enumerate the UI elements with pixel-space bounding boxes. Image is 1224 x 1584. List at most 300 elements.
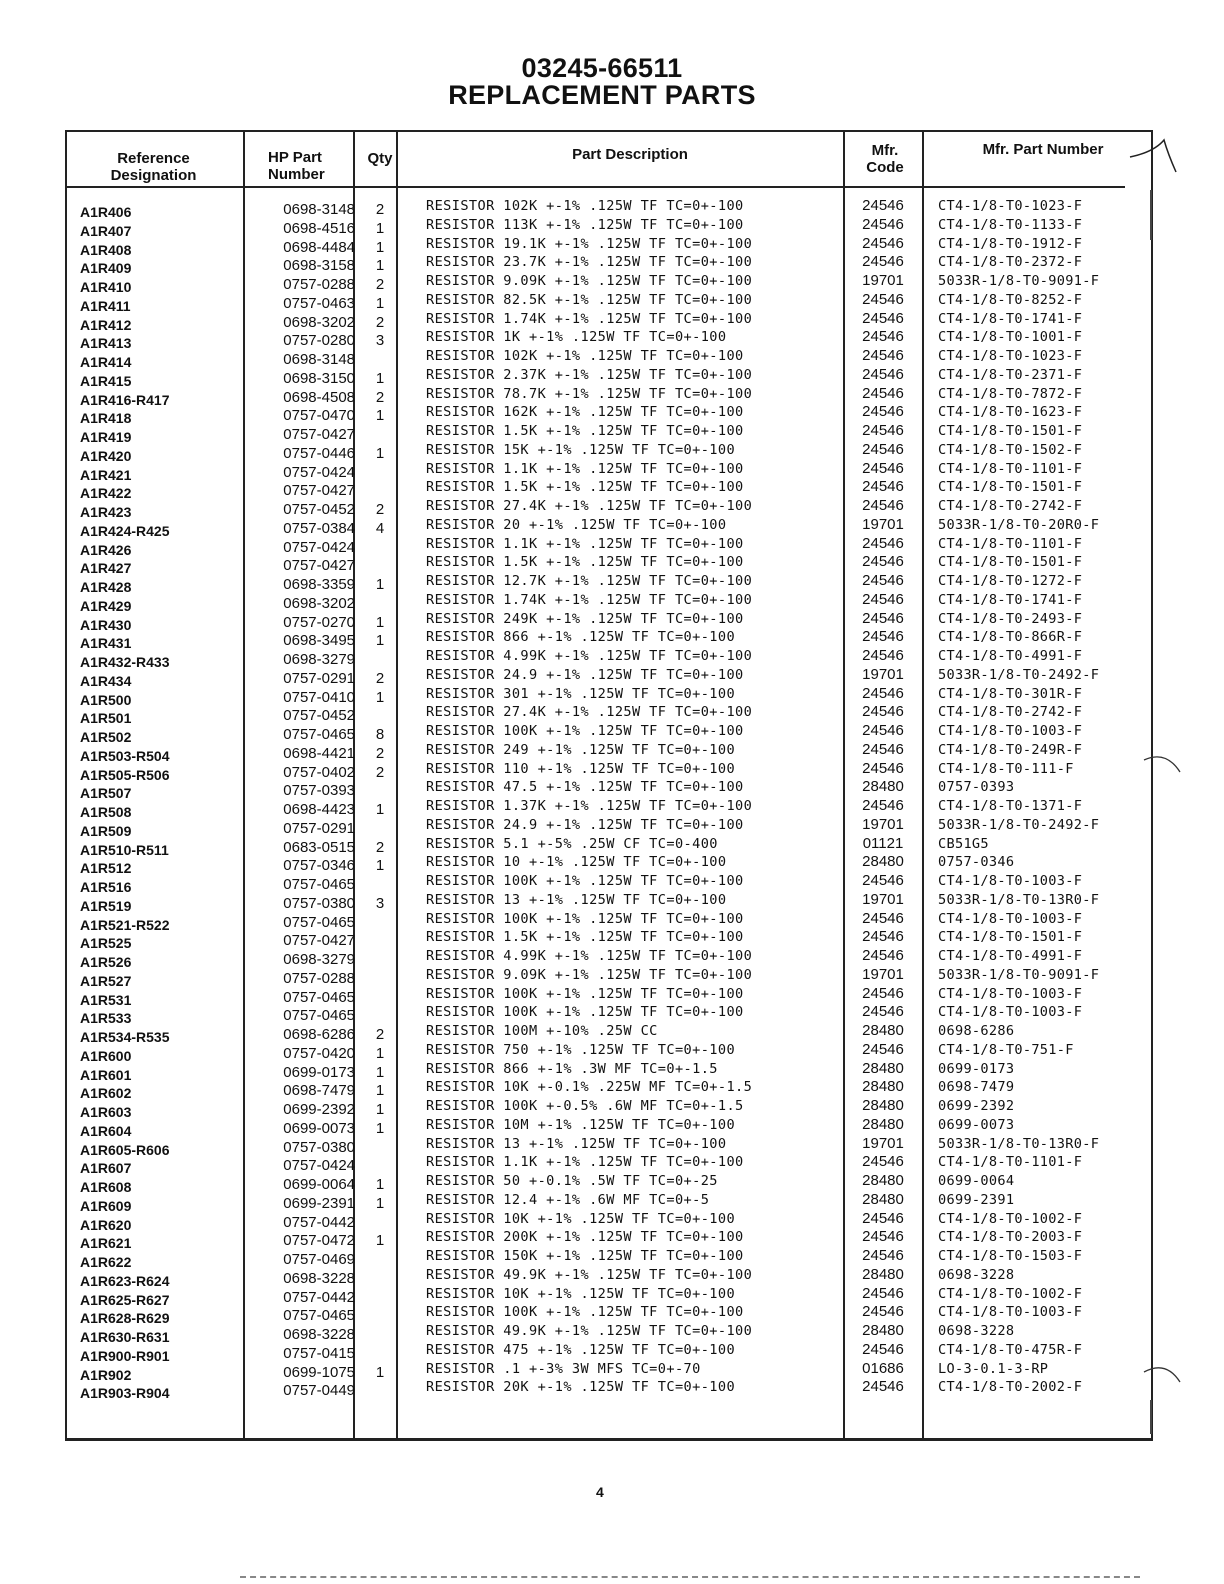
document-number: 03245-66511 [521, 53, 683, 83]
cell-desc: RESISTOR .1 +-3% 3W MFS TC=0+-70 [426, 1360, 701, 1377]
cell-desc: RESISTOR 78.7K +-1% .125W TF TC=0+-100 [426, 385, 753, 402]
table-row [0, 722, 1224, 745]
cell-mpn: 0698-6286 [938, 1023, 1015, 1039]
cell-mpn: CT4-1/8-T0-1003-F [938, 1304, 1083, 1321]
cell-desc: RESISTOR 1.74K +-1% .125W TF TC=0+-100 [426, 591, 753, 608]
cell-desc: RESISTOR 100K +-0.5% .6W MF TC=0+-1.5 [426, 1098, 744, 1114]
cell-ref: A1R408 [80, 241, 132, 258]
cell-desc: RESISTOR 50 +-0.1% .5W TF TC=0+-25 [426, 1173, 718, 1189]
table-row [0, 403, 1224, 427]
cell-code: 28480 [862, 1097, 904, 1114]
cell-hp: 0698-3279 [283, 951, 355, 968]
cell-code: 24546 [862, 478, 904, 496]
cell-ref: A1R509 [80, 822, 132, 839]
cell-desc: RESISTOR 1.1K +-1% .125W TF TC=0+-100 [426, 535, 744, 552]
cell-desc: RESISTOR 100K +-1% .125W TF TC=0+-100 [426, 1004, 744, 1021]
cell-desc: RESISTOR 24.9 +-1% .125W TF TC=0+-100 [426, 666, 744, 683]
binder-mark-icon [1140, 740, 1184, 780]
cell-code: 24546 [862, 1228, 904, 1246]
cell-hp: 0757-0452 [283, 707, 355, 725]
cell-desc: RESISTOR 12.4 +-1% .6W MF TC=0+-5 [426, 1191, 710, 1208]
cell-code: 24546 [862, 365, 904, 383]
cell-mpn: 0757-0346 [938, 854, 1015, 871]
table-row [0, 928, 1224, 952]
cell-desc: RESISTOR 1.74K +-1% .125W TF TC=0+-100 [426, 310, 753, 327]
cell-ref: A1R621 [80, 1235, 132, 1252]
cell-ref: A1R412 [80, 316, 132, 333]
cell-hp: 0757-0469 [283, 1251, 355, 1268]
cell-ref: A1R431 [80, 635, 132, 652]
cell-ref: A1R527 [80, 972, 132, 989]
cell-code: 28480 [862, 1322, 904, 1339]
cell-desc: RESISTOR 20K +-1% .125W TF TC=0+-100 [426, 1379, 736, 1396]
cell-ref: A1R428 [80, 579, 132, 595]
cell-code: 24546 [862, 609, 904, 627]
header-reference-designation: Reference Designation [110, 150, 197, 184]
cell-code: 24546 [862, 1003, 904, 1021]
cell-desc: RESISTOR 15K +-1% .125W TF TC=0+-100 [426, 441, 736, 458]
cell-hp: 0698-3148 [283, 351, 355, 368]
table-row [0, 1153, 1224, 1177]
binder-edge-line [1150, 190, 1152, 240]
cell-desc: RESISTOR 13 +-1% .125W TF TC=0+-100 [426, 1135, 727, 1152]
cell-hp: 0699-2391 [283, 1194, 355, 1212]
table-row [0, 1172, 1224, 1195]
cell-mpn: CT4-1/8-T0-4991-F [938, 948, 1083, 964]
table-row [0, 1228, 1224, 1252]
table-row [0, 497, 1224, 520]
cell-code: 24546 [862, 684, 904, 702]
cell-desc: RESISTOR 1.1K +-1% .125W TF TC=0+-100 [426, 460, 744, 477]
cell-ref: A1R424-R425 [80, 522, 170, 539]
cell-desc: RESISTOR 10K +-0.1% .225W MF TC=0+-1.5 [426, 1079, 753, 1096]
cell-ref: A1R432-R433 [80, 654, 170, 670]
cell-code: 24546 [862, 1378, 904, 1396]
cell-desc: RESISTOR 10K +-1% .125W TF TC=0+-100 [426, 1210, 736, 1227]
table-row [0, 628, 1224, 652]
cell-hp: 0757-0291 [283, 669, 355, 687]
cell-code: 24546 [862, 215, 904, 233]
cell-ref: A1R422 [80, 485, 132, 502]
table-row [0, 440, 1224, 464]
cell-mpn: CT4-1/8-T0-1912-F [938, 235, 1083, 252]
cell-hp: 0757-0472 [283, 1232, 355, 1250]
cell-ref: A1R501 [80, 710, 132, 727]
cell-qty: 1 [375, 801, 385, 818]
cell-desc: RESISTOR 110 +-1% .125W TF TC=0+-100 [426, 760, 736, 777]
cell-code: 01686 [862, 1359, 904, 1377]
cell-code: 24546 [862, 647, 904, 664]
cell-code: 19701 [862, 890, 904, 908]
cell-desc: RESISTOR 102K +-1% .125W TF TC=0+-100 [426, 198, 744, 214]
cell-code: 24546 [862, 553, 904, 571]
cell-mpn: CT4-1/8-T0-1003-F [938, 873, 1083, 889]
cell-qty: 3 [375, 332, 385, 350]
cell-qty: 1 [375, 1194, 385, 1212]
cell-code: 24546 [862, 309, 904, 327]
cell-mpn: CT4-1/8-T0-2002-F [938, 1379, 1083, 1396]
cell-mpn: 5033R-1/8-T0-9091-F [938, 966, 1100, 983]
cell-desc: RESISTOR 1.37K +-1% .125W TF TC=0+-100 [426, 798, 753, 814]
cell-hp: 0698-3228 [283, 1269, 355, 1287]
cell-desc: RESISTOR 1.1K +-1% .125W TF TC=0+-100 [426, 1154, 744, 1171]
table-row [0, 197, 1224, 220]
cell-hp: 0757-0449 [283, 1382, 355, 1400]
cell-code: 24546 [862, 722, 904, 739]
cell-desc: RESISTOR 10K +-1% .125W TF TC=0+-100 [426, 1285, 736, 1302]
cell-hp: 0698-3150 [283, 369, 355, 387]
cell-code: 28480 [862, 1078, 904, 1096]
cell-desc: RESISTOR 866 +-1% .125W TF TC=0+-100 [426, 629, 736, 646]
cell-ref: A1R534-R535 [80, 1029, 170, 1045]
cell-desc: RESISTOR 12.7K +-1% .125W TF TC=0+-100 [426, 573, 753, 589]
cell-qty: 2 [375, 388, 385, 406]
cell-ref: A1R630-R631 [80, 1329, 170, 1345]
table-row [0, 1340, 1224, 1364]
cell-code: 24546 [862, 928, 904, 946]
cell-ref: A1R533 [80, 1010, 132, 1027]
table-row [0, 1303, 1224, 1327]
cell-mpn: CT4-1/8-T0-1503-F [938, 1248, 1083, 1264]
cell-qty: 1 [375, 613, 385, 631]
table-row [0, 1115, 1224, 1139]
table-row [0, 740, 1224, 764]
cell-ref: A1R604 [80, 1122, 132, 1139]
table-row [0, 853, 1224, 877]
cell-hp: 0698-3359 [283, 576, 355, 593]
cell-qty: 1 [375, 294, 385, 312]
cell-hp: 0757-0452 [283, 501, 355, 518]
table-row [0, 384, 1224, 408]
cell-qty: 4 [375, 519, 385, 537]
cell-desc: RESISTOR 200K +-1% .125W TF TC=0+-100 [426, 1229, 744, 1246]
cell-hp: 0699-0073 [283, 1119, 355, 1137]
table-row [0, 328, 1224, 352]
cell-code: 28480 [862, 1022, 904, 1039]
cell-mpn: CT4-1/8-T0-7872-F [938, 385, 1083, 402]
cell-mpn: CT4-1/8-T0-1371-F [938, 798, 1083, 814]
cell-desc: RESISTOR 49.9K +-1% .125W TF TC=0+-100 [426, 1323, 753, 1339]
cell-code: 24546 [862, 872, 904, 889]
document-title: REPLACEMENT PARTS [448, 80, 756, 110]
cell-ref: A1R512 [80, 860, 132, 877]
cell-code: 28480 [862, 853, 904, 871]
cell-qty: 1 [375, 407, 385, 425]
cell-desc: RESISTOR 4.99K +-1% .125W TF TC=0+-100 [426, 648, 753, 664]
cell-desc: RESISTOR 249K +-1% .125W TF TC=0+-100 [426, 610, 744, 627]
cell-qty: 1 [375, 1063, 385, 1081]
cell-code: 24546 [862, 347, 904, 364]
cell-hp: 0698-4508 [283, 388, 355, 406]
table-row [0, 947, 1224, 970]
cell-code: 24546 [862, 1284, 904, 1302]
cell-hp: 0757-0424 [283, 1157, 355, 1175]
table-row [0, 665, 1224, 689]
cell-ref: A1R421 [80, 466, 132, 483]
cell-mpn: 5033R-1/8-T0-9091-F [938, 273, 1100, 289]
cell-ref: A1R521-R522 [80, 916, 170, 933]
cell-hp: 0757-0470 [283, 407, 355, 425]
table-row [0, 422, 1224, 445]
table-row [0, 515, 1224, 539]
cell-ref: A1R505-R506 [80, 766, 170, 783]
cell-ref: A1R419 [80, 429, 132, 445]
cell-code: 01121 [862, 834, 904, 852]
cell-ref: A1R502 [80, 729, 132, 745]
cell-desc: RESISTOR 150K +-1% .125W TF TC=0+-100 [426, 1248, 744, 1264]
cell-qty: 2 [375, 669, 385, 687]
table-row [0, 759, 1224, 783]
cell-mpn: CT4-1/8-T0-1101-F [938, 1154, 1083, 1171]
cell-qty: 1 [375, 219, 385, 237]
cell-ref: A1R427 [80, 560, 132, 577]
cell-qty: 2 [375, 838, 385, 856]
cell-mpn: 0699-0073 [938, 1116, 1015, 1133]
cell-ref: A1R407 [80, 222, 132, 239]
cell-ref: A1R434 [80, 672, 132, 689]
cell-mpn: CT4-1/8-T0-1003-F [938, 723, 1083, 739]
cell-hp: 0699-0064 [283, 1176, 355, 1193]
cell-desc: RESISTOR 475 +-1% .125W TF TC=0+-100 [426, 1341, 736, 1358]
cell-desc: RESISTOR 27.4K +-1% .125W TF TC=0+-100 [426, 498, 753, 514]
cell-mpn: CT4-1/8-T0-249R-F [938, 741, 1083, 758]
table-row [0, 872, 1224, 895]
cell-mpn: CT4-1/8-T0-8252-F [938, 291, 1083, 308]
cell-hp: 0757-0402 [283, 763, 355, 781]
cell-ref: A1R406 [80, 204, 132, 220]
cell-desc: RESISTOR 100K +-1% .125W TF TC=0+-100 [426, 1304, 744, 1321]
cell-mpn: CT4-1/8-T0-1741-F [938, 591, 1083, 608]
cell-qty: 2 [375, 313, 385, 331]
table-row [0, 309, 1224, 333]
cell-desc: RESISTOR 100K +-1% .125W TF TC=0+-100 [426, 723, 744, 739]
parts-table-body [0, 197, 1224, 1402]
cell-ref: A1R416-R417 [80, 391, 170, 408]
cell-code: 24546 [862, 497, 904, 514]
cell-hp: 0757-0288 [283, 969, 355, 987]
cell-ref: A1R410 [80, 279, 132, 295]
header-divider [67, 186, 1125, 188]
table-row [0, 1003, 1224, 1027]
cell-desc: RESISTOR 4.99K +-1% .125W TF TC=0+-100 [426, 948, 753, 964]
cell-hp: 0757-0291 [283, 819, 355, 837]
cell-qty: 1 [375, 444, 385, 462]
table-row [0, 965, 1224, 989]
table-row [0, 1059, 1224, 1083]
cell-hp: 0757-0270 [283, 613, 355, 631]
cell-ref: A1R423 [80, 504, 132, 520]
cell-mpn: CT4-1/8-T0-1501-F [938, 929, 1083, 946]
cell-ref: A1R607 [80, 1160, 132, 1177]
table-row [0, 572, 1224, 595]
cell-ref: A1R409 [80, 260, 132, 277]
cell-hp: 0698-3228 [283, 1326, 355, 1343]
cell-mpn: CT4-1/8-T0-2742-F [938, 704, 1083, 721]
cell-code: 24546 [862, 703, 904, 721]
cell-desc: RESISTOR 866 +-1% .3W MF TC=0+-1.5 [426, 1060, 718, 1077]
cell-qty: 2 [375, 201, 385, 218]
cell-ref: A1R413 [80, 335, 132, 352]
cell-mpn: 5033R-1/8-T0-2492-F [938, 666, 1100, 683]
cell-desc: RESISTOR 5.1 +-5% .25W CF TC=0-400 [426, 835, 718, 852]
cell-qty: 2 [375, 276, 385, 293]
cell-ref: A1R503-R504 [80, 747, 170, 764]
header-hp-part-number: HP Part Number [268, 149, 325, 183]
table-row [0, 347, 1224, 370]
table-row [0, 534, 1224, 558]
cell-hp: 0757-0427 [283, 426, 355, 443]
cell-code: 24546 [862, 1247, 904, 1264]
table-row [0, 1097, 1224, 1120]
cell-desc: RESISTOR 750 +-1% .125W TF TC=0+-100 [426, 1041, 736, 1058]
cell-code: 24546 [862, 1303, 904, 1321]
cell-code: 24546 [862, 440, 904, 458]
cell-hp: 0683-0515 [283, 838, 355, 856]
cell-code: 24546 [862, 1153, 904, 1171]
table-row [0, 609, 1224, 633]
cell-code: 24546 [862, 384, 904, 402]
cell-hp: 0757-0380 [283, 1138, 355, 1156]
table-row [0, 1040, 1224, 1064]
cell-qty: 1 [375, 632, 385, 650]
cell-mpn: CT4-1/8-T0-866R-F [938, 629, 1083, 646]
cell-mpn: LO-3-0.1-3-RP [938, 1360, 1049, 1377]
cell-hp: 0757-0427 [283, 932, 355, 950]
cell-hp: 0698-3202 [283, 313, 355, 331]
cell-code: 19701 [862, 665, 904, 683]
cell-hp: 0698-3279 [283, 651, 355, 668]
table-row [0, 1378, 1224, 1402]
cell-mpn: CT4-1/8-T0-1133-F [938, 216, 1083, 233]
cell-desc: RESISTOR 10M +-1% .125W TF TC=0+-100 [426, 1116, 736, 1133]
cell-code: 24546 [862, 253, 904, 271]
cell-ref: A1R601 [80, 1066, 132, 1083]
cell-mpn: CT4-1/8-T0-1272-F [938, 573, 1083, 589]
cell-desc: RESISTOR 9.09K +-1% .125W TF TC=0+-100 [426, 273, 753, 289]
cell-code: 28480 [862, 778, 904, 796]
cell-hp: 0698-3202 [283, 594, 355, 612]
table-row [0, 478, 1224, 502]
cell-hp: 0698-3148 [283, 201, 355, 218]
cell-code: 19701 [862, 1134, 904, 1152]
cell-code: 24546 [862, 403, 904, 421]
cell-code: 24546 [862, 909, 904, 927]
cell-ref: A1R414 [80, 354, 132, 370]
cell-mpn: 5033R-1/8-T0-20R0-F [938, 516, 1100, 533]
cell-ref: A1R526 [80, 954, 132, 970]
cell-code: 19701 [862, 515, 904, 533]
cell-desc: RESISTOR 100K +-1% .125W TF TC=0+-100 [426, 985, 744, 1002]
cell-desc: RESISTOR 24.9 +-1% .125W TF TC=0+-100 [426, 816, 744, 833]
cell-code: 24546 [862, 590, 904, 608]
cell-desc: RESISTOR 10 +-1% .125W TF TC=0+-100 [426, 854, 727, 871]
cell-desc: RESISTOR 47.5 +-1% .125W TF TC=0+-100 [426, 779, 744, 796]
cell-hp: 0698-3158 [283, 257, 355, 275]
cell-hp: 0757-0424 [283, 538, 355, 556]
table-row [0, 1134, 1224, 1158]
cell-mpn: 5033R-1/8-T0-2492-F [938, 816, 1100, 833]
cell-desc: RESISTOR 1.5K +-1% .125W TF TC=0+-100 [426, 554, 744, 571]
table-row [0, 365, 1224, 389]
cell-qty: 1 [375, 1044, 385, 1062]
cell-code: 24546 [862, 628, 904, 646]
table-row [0, 215, 1224, 239]
header-part-description: Part Description [572, 146, 688, 163]
cell-code: 24546 [862, 197, 904, 214]
cell-desc: RESISTOR 249 +-1% .125W TF TC=0+-100 [426, 741, 736, 758]
cell-desc: RESISTOR 100K +-1% .125W TF TC=0+-100 [426, 873, 744, 889]
cell-ref: A1R430 [80, 616, 132, 633]
cell-mpn: CT4-1/8-T0-4991-F [938, 648, 1083, 664]
cell-qty: 2 [375, 501, 385, 518]
binder-edge-line [1150, 1400, 1152, 1434]
cell-ref: A1R500 [80, 691, 132, 708]
cell-qty: 1 [375, 1176, 385, 1193]
cell-hp: 0757-0446 [283, 444, 355, 462]
header-qty: Qty [367, 150, 393, 167]
cell-code: 24546 [862, 1340, 904, 1358]
cell-qty: 3 [375, 894, 385, 912]
cell-mpn: CT4-1/8-T0-1501-F [938, 479, 1083, 496]
cell-ref: A1R622 [80, 1254, 132, 1270]
cell-code: 24546 [862, 1209, 904, 1227]
cell-hp: 0757-0465 [283, 726, 355, 743]
cell-hp: 0757-0280 [283, 332, 355, 350]
cell-desc: RESISTOR 100M +-10% .25W CC [426, 1023, 658, 1039]
table-row [0, 1284, 1224, 1308]
cell-desc: RESISTOR 2.37K +-1% .125W TF TC=0+-100 [426, 366, 753, 383]
cell-hp: 0757-0427 [283, 557, 355, 575]
table-row [0, 703, 1224, 727]
table-row [0, 1190, 1224, 1214]
header-mfr-code: Mfr. Code [866, 142, 904, 176]
cell-mpn: 0698-3228 [938, 1266, 1015, 1283]
cell-hp: 0757-0465 [283, 913, 355, 931]
cell-code: 24546 [862, 1040, 904, 1058]
cell-desc: RESISTOR 100K +-1% .125W TF TC=0+-100 [426, 910, 744, 927]
cell-mpn: CT4-1/8-T0-2372-F [938, 254, 1083, 271]
cell-desc: RESISTOR 1.5K +-1% .125W TF TC=0+-100 [426, 479, 744, 496]
cell-desc: RESISTOR 20 +-1% .125W TF TC=0+-100 [426, 516, 727, 533]
cell-ref: A1R903-R904 [80, 1385, 170, 1402]
table-row [0, 1078, 1224, 1102]
cell-hp: 0698-7479 [283, 1082, 355, 1100]
cell-qty: 1 [375, 1232, 385, 1250]
cell-code: 19701 [862, 965, 904, 983]
cell-mpn: 0757-0393 [938, 779, 1015, 796]
table-row [0, 553, 1224, 577]
cell-desc: RESISTOR 23.7K +-1% .125W TF TC=0+-100 [426, 254, 753, 271]
cell-mpn: CT4-1/8-T0-1003-F [938, 910, 1083, 927]
cell-ref: A1R507 [80, 785, 132, 802]
table-row [0, 778, 1224, 802]
cell-mpn: 0699-0064 [938, 1173, 1015, 1189]
cell-qty: 1 [375, 238, 385, 256]
cell-mpn: CT4-1/8-T0-111-F [938, 760, 1074, 777]
cell-mpn: CT4-1/8-T0-2371-F [938, 366, 1083, 383]
cell-code: 24546 [862, 290, 904, 308]
table-row [0, 1322, 1224, 1345]
cell-ref: A1R508 [80, 804, 132, 820]
cell-code: 24546 [862, 947, 904, 964]
cell-hp: 0698-6286 [283, 1026, 355, 1043]
table-row [0, 1247, 1224, 1270]
cell-desc: RESISTOR 27.4K +-1% .125W TF TC=0+-100 [426, 704, 753, 721]
cell-desc: RESISTOR 301 +-1% .125W TF TC=0+-100 [426, 685, 736, 702]
cell-ref: A1R600 [80, 1047, 132, 1064]
cell-code: 19701 [862, 815, 904, 833]
cell-mpn: CT4-1/8-T0-1501-F [938, 554, 1083, 571]
